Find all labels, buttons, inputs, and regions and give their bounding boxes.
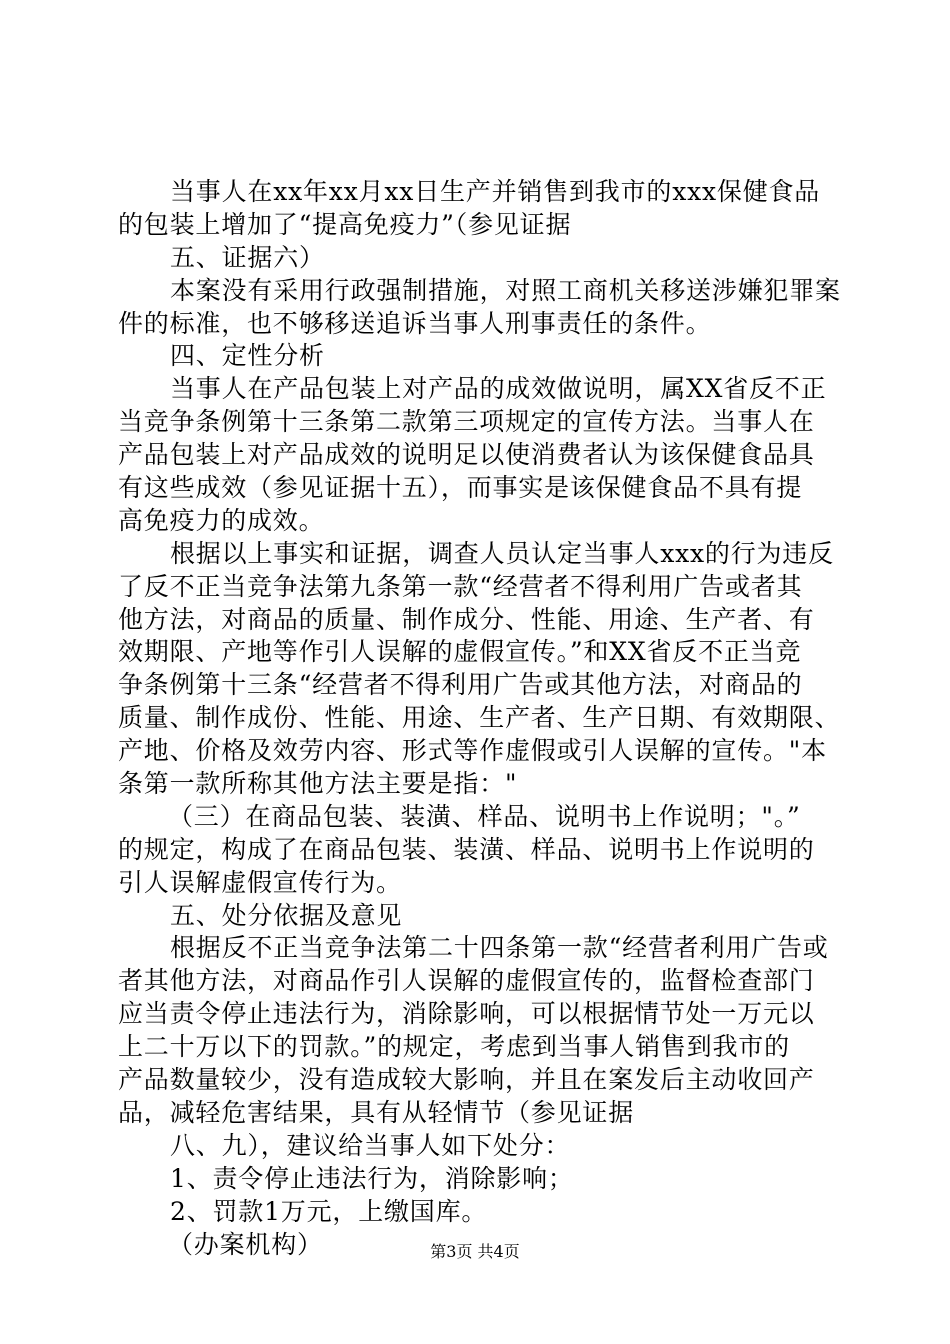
- text-line: 八、九），建议给当事人如下处分：: [170, 1130, 571, 1160]
- text-line: 上二十万以下的罚款。”的规定，考虑到当事人销售到我市的: [118, 1032, 790, 1062]
- text-line: 有这些成效（参见证据十五），而事实是该保健食品不具有提: [118, 473, 803, 503]
- text-line: 了反不正当竞争法第九条第一款“经营者不得利用广告或者其: [118, 571, 803, 601]
- text-line: 的包装上增加了“提高免疫力”（参见证据: [118, 209, 572, 239]
- text-line: 根据反不正当竞争法第二十四条第一款“经营者利用广告或: [170, 933, 829, 963]
- text-line: 当事人在xx年xx月xx日生产并销售到我市的xxx保健食品: [170, 177, 821, 206]
- text-line: 应当责令停止违法行为，消除影响，可以根据情节处一万元以: [118, 999, 815, 1029]
- text-line: 当事人在产品包装上对产品的成效做说明，属XX省反不正: [170, 374, 827, 404]
- text-line: 者其他方法，对商品作引人误解的虚假宣传的，监督检查部门: [118, 966, 815, 996]
- text-line: 品，减轻危害结果，具有从轻情节（参见证据: [118, 1097, 635, 1127]
- text-line: 的规定，构成了在商品包装、装潢、样品、说明书上作说明的: [118, 834, 815, 864]
- text-line: 五、证据六）: [170, 242, 325, 272]
- list-item: 1、责令停止违法行为，消除影响；: [170, 1163, 574, 1193]
- text-line: （办案机构）: [168, 1229, 323, 1259]
- text-line: 争条例第十三条“经营者不得利用广告或其他方法，对商品的: [118, 670, 803, 700]
- text-line: 产品数量较少，没有造成较大影响，并且在案发后主动收回产: [118, 1065, 815, 1095]
- text-line: 当竞争条例第十三条第二款第三项规定的宣传方法。当事人在: [118, 407, 815, 437]
- list-item: 2、罚款1万元，上缴国库。: [170, 1196, 488, 1226]
- page-number-footer: 第3页 共4页: [430, 1242, 520, 1261]
- document-body: [118, 176, 848, 1261]
- section-heading: 五、处分依据及意见: [170, 900, 403, 930]
- text-line: 他方法，对商品的质量、制作成分、性能、用途、生产者、有: [118, 604, 815, 634]
- text-line: 条第一款所称其他方法主要是指：": [118, 769, 518, 799]
- text-line: 根据以上事实和证据，调查人员认定当事人xxx的行为违反: [170, 538, 834, 568]
- text-line: 产地、价格及效劳内容、形式等作虚假或引人误解的宣传。"本: [118, 736, 827, 766]
- text-line: 高免疫力的成效。: [118, 505, 325, 535]
- text-line: 产品包装上对产品成效的说明足以使消费者认为该保健食品具: [118, 440, 815, 470]
- section-heading: 四、定性分析: [170, 341, 325, 371]
- text-line: 本案没有采用行政强制措施，对照工商机关移送涉嫌犯罪案: [170, 275, 841, 305]
- text-line: 质量、制作成份、性能、用途、生产者、生产日期、有效期限、: [118, 703, 841, 733]
- text-line: 件的标准，也不够移送追诉当事人刑事责任的条件。: [118, 308, 712, 338]
- text-line: （三）在商品包装、装潢、样品、说明书上作说明；"。”: [168, 801, 801, 831]
- text-line: 效期限、产地等作引人误解的虚假宣传。”和XX省反不正当竞: [118, 637, 802, 667]
- text-line: 引人误解虚假宣传行为。: [118, 867, 402, 897]
